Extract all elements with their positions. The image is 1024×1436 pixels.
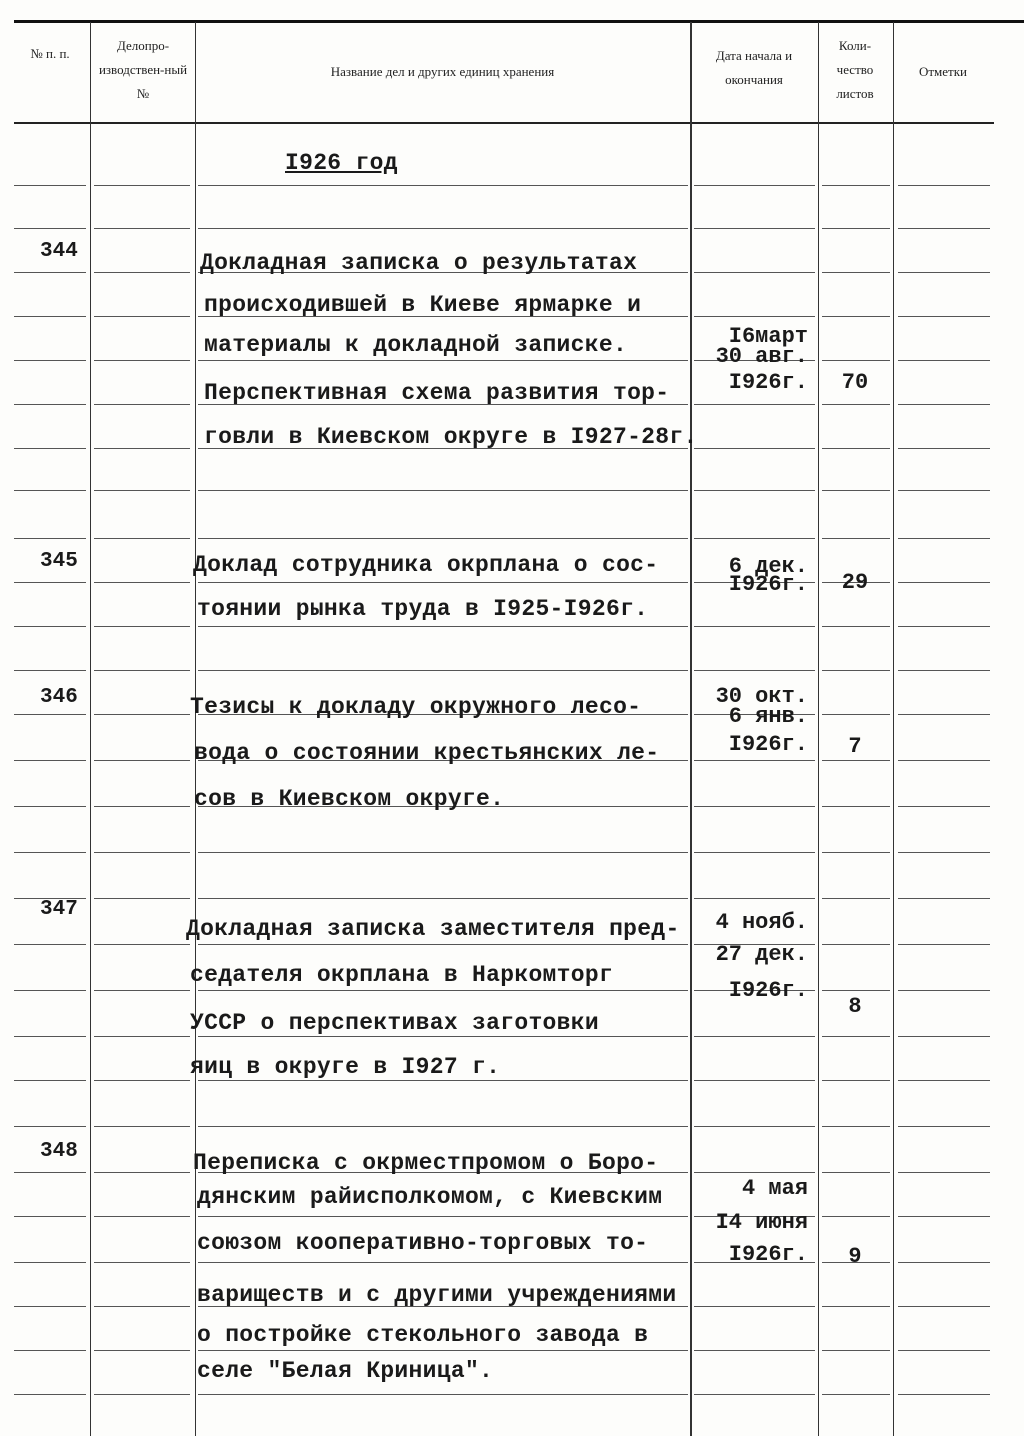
ruled-line (822, 272, 890, 273)
entry-title-line: союзом кооперативно-торговых то- (197, 1230, 649, 1256)
ruled-line (14, 316, 86, 317)
ruled-line (94, 404, 190, 405)
section-title: I926 год (285, 150, 398, 176)
ruled-line (898, 185, 990, 186)
ruled-line (694, 1172, 815, 1173)
ruled-line (94, 272, 190, 273)
ruled-line (198, 582, 688, 583)
ruled-line (14, 1262, 86, 1263)
ruled-line (94, 1036, 190, 1037)
ruled-line (198, 852, 688, 853)
ruled-line (94, 1394, 190, 1395)
ruled-line (198, 228, 688, 229)
ruled-line (898, 1262, 990, 1263)
entry-date: 6 янв. (728, 704, 808, 729)
entry-title-line: Докладная записка о результатах (200, 250, 638, 276)
entry-number: 346 (40, 686, 78, 709)
ruled-line (198, 360, 688, 361)
ruled-line (898, 490, 990, 491)
ruled-line (694, 1306, 815, 1307)
ruled-line (694, 898, 815, 899)
ruled-line (822, 490, 890, 491)
entry-title-line: Доклад сотрудника окрплана о сос- (193, 552, 659, 578)
entry-title-line: яиц в округе в I927 г. (190, 1054, 501, 1080)
ruled-line (822, 1172, 890, 1173)
entry-title-line: вариществ и с другими учреждениями (197, 1282, 677, 1308)
ruled-line (694, 228, 815, 229)
ruled-line (198, 490, 688, 491)
ruled-line (94, 1262, 190, 1263)
ruled-line (822, 714, 890, 715)
ruled-line (694, 1036, 815, 1037)
ruled-line (14, 760, 86, 761)
column-divider (818, 22, 819, 1436)
ruled-line (694, 852, 815, 853)
ruled-line (14, 806, 86, 807)
ruled-line (898, 944, 990, 945)
ruled-line (822, 360, 890, 361)
ruled-line (198, 1262, 688, 1263)
ruled-line (198, 185, 688, 186)
ruled-line (822, 1306, 890, 1307)
ruled-line (898, 1080, 990, 1081)
ruled-line (198, 670, 688, 671)
ruled-line (94, 1126, 190, 1127)
ruled-line (694, 185, 815, 186)
ruled-line (898, 360, 990, 361)
ruled-line (898, 582, 990, 583)
ruled-line (14, 1350, 86, 1351)
ruled-line (14, 228, 86, 229)
ruled-line (694, 448, 815, 449)
ruled-line (694, 272, 815, 273)
ruled-line (198, 898, 688, 899)
entry-date: 6 дек. (728, 554, 808, 579)
entry-date: I6март (728, 324, 808, 349)
ruled-line (94, 626, 190, 627)
ruled-line (694, 1126, 815, 1127)
ruled-line (898, 448, 990, 449)
ruled-line (94, 760, 190, 761)
ruled-line (94, 1080, 190, 1081)
ruled-line (898, 1126, 990, 1127)
ruled-line (694, 806, 815, 807)
ruled-line (94, 852, 190, 853)
ruled-line (94, 1172, 190, 1173)
ruled-line (94, 806, 190, 807)
entry-title-line: Тезисы к докладу окружного лесо- (190, 694, 642, 720)
entry-title-line: вода о состоянии крестьянских ле- (194, 740, 660, 766)
ruled-line (94, 714, 190, 715)
header-no: № п. п. (30, 46, 70, 61)
ruled-line (198, 1126, 688, 1127)
header-notes: Отметки (918, 64, 968, 79)
ruled-line (898, 538, 990, 539)
ruled-line (94, 185, 190, 186)
ruled-line (822, 1126, 890, 1127)
ruled-line (14, 1172, 86, 1173)
entry-sheet-count: 70 (841, 370, 869, 395)
entry-title-line: о постройке стекольного завода в (197, 1322, 649, 1348)
ruled-line (94, 898, 190, 899)
entry-title-line: Докладная записка заместителя пред- (186, 916, 680, 942)
ruled-line (694, 316, 815, 317)
ruled-line (898, 670, 990, 671)
entry-title-line: седателя окрплана в Наркомторг (190, 962, 614, 988)
ruled-line (198, 944, 688, 945)
ruled-line (94, 538, 190, 539)
entry-sheet-count: 8 (848, 994, 862, 1019)
entry-date: I926г. (728, 370, 808, 395)
ruled-line (694, 490, 815, 491)
entry-date: I4 июня (715, 1210, 808, 1235)
ruled-line (898, 228, 990, 229)
ruled-line (694, 1350, 815, 1351)
ruled-line (898, 760, 990, 761)
ruled-line (14, 1306, 86, 1307)
header-office-no: Делопро-изводствен-ный № (98, 38, 188, 101)
ruled-line (14, 360, 86, 361)
entry-sheet-count: 29 (841, 570, 869, 595)
ruled-line (198, 1080, 688, 1081)
entry-number: 345 (40, 550, 78, 573)
ruled-line (94, 1306, 190, 1307)
entry-title-line: селе "Белая Криница". (197, 1358, 494, 1384)
ruled-line (14, 990, 86, 991)
ruled-line (822, 1394, 890, 1395)
ruled-line (694, 760, 815, 761)
ruled-line (198, 1036, 688, 1037)
ruled-line (14, 448, 86, 449)
entry-title-line: Перспективная схема развития тор- (204, 380, 670, 406)
ruled-line (898, 626, 990, 627)
ruled-line (898, 404, 990, 405)
ruled-line (822, 228, 890, 229)
ruled-line (822, 1036, 890, 1037)
ruled-line (14, 1080, 86, 1081)
entry-date: I926г. (728, 1242, 808, 1267)
entry-title-line: материалы к докладной записке. (204, 332, 628, 358)
ruled-line (694, 538, 815, 539)
ruled-line (198, 538, 688, 539)
entry-sheet-count: 7 (848, 734, 862, 759)
ruled-line (898, 898, 990, 899)
ruled-line (94, 670, 190, 671)
ruled-line (694, 670, 815, 671)
column-divider (195, 22, 196, 1436)
ruled-line (898, 1306, 990, 1307)
ruled-line (14, 185, 86, 186)
entry-date: 4 нояб. (715, 910, 808, 935)
ruled-line (822, 185, 890, 186)
ruled-line (14, 1036, 86, 1037)
column-divider (90, 22, 91, 1436)
ruled-line (14, 490, 86, 491)
ruled-line (822, 1080, 890, 1081)
ruled-line (14, 626, 86, 627)
ruled-line (14, 538, 86, 539)
ruled-line (94, 360, 190, 361)
header-dates: Дата начала и окончания (715, 48, 793, 87)
ruled-line (898, 1394, 990, 1395)
ruled-line (14, 944, 86, 945)
ruled-line (14, 272, 86, 273)
ruled-line (822, 1350, 890, 1351)
ruled-line (14, 1394, 86, 1395)
entry-title-line: говли в Киевском округе в I927-28г. (204, 424, 698, 450)
ruled-line (822, 806, 890, 807)
entry-date: I926г. (728, 572, 808, 597)
ruled-line (898, 852, 990, 853)
ruled-line (822, 448, 890, 449)
ruled-line (94, 1216, 190, 1217)
ruled-line (822, 670, 890, 671)
entry-title-line: дянским райисполкомом, с Киевским (197, 1184, 663, 1210)
ruled-line (198, 1350, 688, 1351)
entry-number: 347 (40, 898, 78, 921)
ruled-line (822, 990, 890, 991)
entry-title-line: тоянии рынка труда в I925-I926г. (197, 596, 649, 622)
header-sheets: Коли-чество листов (836, 38, 874, 101)
ruled-line (14, 1126, 86, 1127)
entry-date: 27 дек. (715, 942, 808, 967)
ruled-line (898, 1172, 990, 1173)
entry-date: I926г. (728, 978, 808, 1003)
ruled-line (898, 806, 990, 807)
ruled-line (898, 1350, 990, 1351)
ruled-line (898, 990, 990, 991)
ruled-line (822, 538, 890, 539)
ruled-line (822, 1216, 890, 1217)
ruled-line (94, 1350, 190, 1351)
ruled-line (14, 404, 86, 405)
ruled-line (94, 316, 190, 317)
ruled-line (94, 582, 190, 583)
ruled-line (822, 852, 890, 853)
ruled-line (898, 1216, 990, 1217)
ruled-line (822, 898, 890, 899)
ruled-line (898, 714, 990, 715)
header-rule (14, 122, 994, 124)
ruled-line (94, 490, 190, 491)
ruled-line (14, 852, 86, 853)
ruled-line (694, 1080, 815, 1081)
ruled-line (822, 404, 890, 405)
ruled-line (14, 670, 86, 671)
ruled-line (898, 272, 990, 273)
ruled-line (94, 448, 190, 449)
entry-number: 348 (40, 1140, 78, 1163)
ruled-line (822, 626, 890, 627)
ruled-line (198, 626, 688, 627)
ruled-line (694, 626, 815, 627)
entry-date: I926г. (728, 732, 808, 757)
top-rule (14, 20, 1024, 23)
entry-title-line: сов в Киевском округе. (194, 786, 505, 812)
entry-date: 4 мая (741, 1176, 808, 1201)
ruled-line (198, 990, 688, 991)
ruled-line (14, 714, 86, 715)
column-divider (893, 22, 894, 1436)
entry-date: 30 окт. (715, 684, 808, 709)
ruled-line (198, 1216, 688, 1217)
ruled-line (694, 1394, 815, 1395)
entry-title-line: происходившей в Киеве ярмарке и (204, 292, 642, 318)
ruled-line (94, 944, 190, 945)
ruled-line (898, 1036, 990, 1037)
entry-sheet-count: 9 (848, 1244, 862, 1269)
entry-number: 344 (40, 240, 78, 263)
ruled-line (94, 228, 190, 229)
ruled-line (14, 1216, 86, 1217)
ruled-line (822, 944, 890, 945)
entry-title-line: Переписка с окрместпромом о Боро- (193, 1150, 659, 1176)
ruled-line (898, 316, 990, 317)
ruled-line (14, 582, 86, 583)
ruled-line (822, 316, 890, 317)
entry-date: 30 авг. (715, 344, 808, 369)
ruled-line (198, 1394, 688, 1395)
ruled-line (822, 760, 890, 761)
header-title: Название дел и других единиц хранения (330, 64, 555, 79)
ruled-line (94, 990, 190, 991)
entry-title-line: УССР о перспективах заготовки (190, 1010, 599, 1036)
ruled-line (694, 404, 815, 405)
